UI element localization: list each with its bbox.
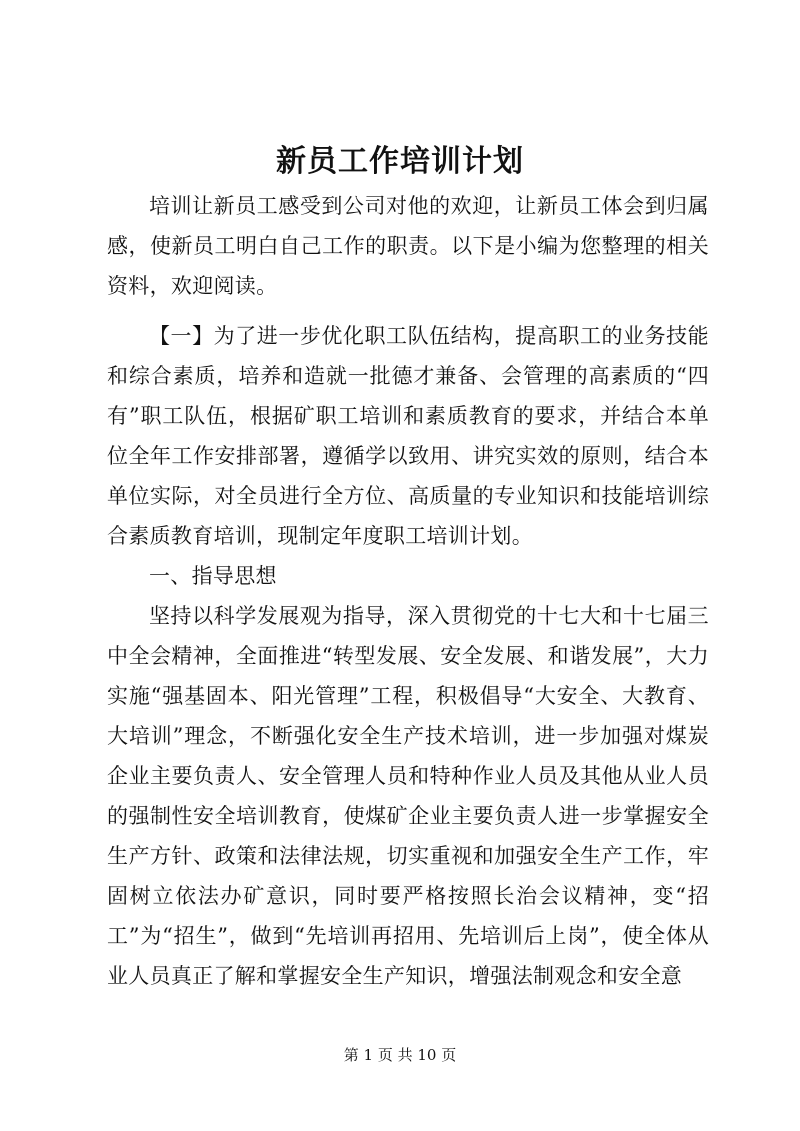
- document-body: [107, 186, 709, 996]
- page-footer: 第 1 页 共 10 页: [343, 1046, 457, 1064]
- paragraph-intro: 培训让新员工感受到公司对他的欢迎，让新员工体会到归属感，使新员工明白自己工作的职责。以下是小编为您整理的相关资料，欢迎阅读。: [107, 194, 709, 298]
- document-title: 新员工作培训计划: [276, 144, 524, 179]
- paragraph-guiding-ideology: 坚持以科学发展观为指导，深入贯彻党的十七大和十七届三中全会精神，全面推进“转型发展、安全发展、和谐发展”，大力实施“强基固本、阳光管理”工程，积极倡导“大安全、大教育、大培训”理念，不断强化安全生产技术培训，进一步加强对煤炭企业主要负责人、安全管理人员和特种作业人员及其他从业人员的强制性安全培训教育，使煤矿企业主要负责人进一步掌握安全生产方针、政策和法律法规，切实重视和加强安全生产工作，牢固树立依法办矿意识，同时要严格按照长治会议精神，变“招工”为“招生”，做到“先培训再招用、先培训后上岗”，使全体从业人员真正了解和掌握安全生产知识，增强法制观念和安全意: [107, 604, 709, 988]
- paragraph-section-one: 【一】为了进一步优化职工队伍结构，提高职工的业务技能和综合素质，培养和造就一批德才兼备、会管理的高素质的“四有”职工队伍，根据矿职工培训和素质教育的要求，并结合本单位全年工作安排部署，遵循学以致用、讲究实效的原则，结合本单位实际，对全员进行全方位、高质量的专业知识和技能培训综合素质教育培训，现制定年度职工培训计划。: [107, 324, 709, 548]
- heading-guiding-ideology: 一、指导思想: [149, 564, 277, 588]
